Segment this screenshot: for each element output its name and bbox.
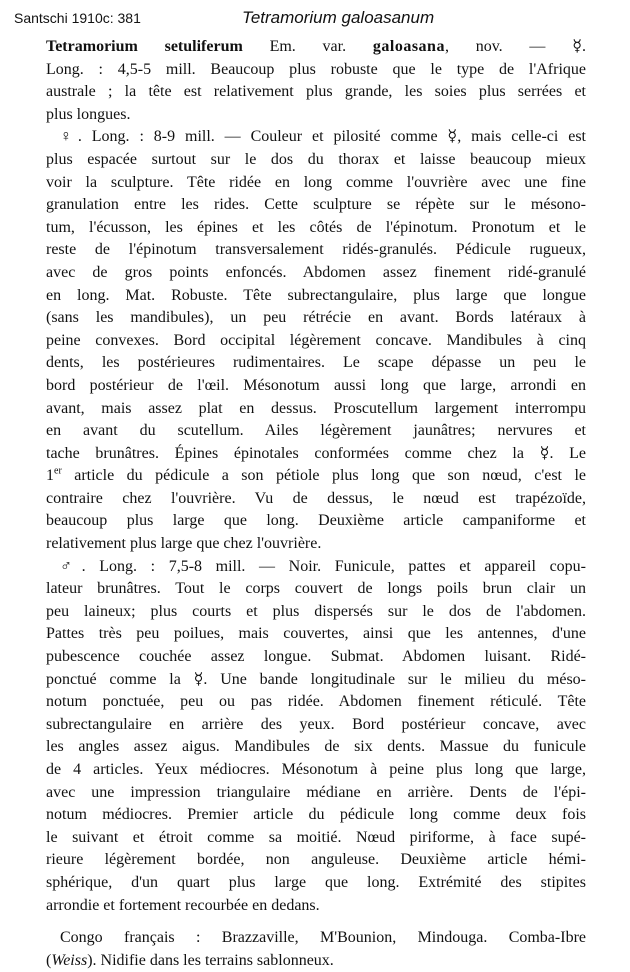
description-text: [46, 36, 586, 972]
text-line: en avant du scutellum. Ailes légèrement jaunâtres; nervures et: [46, 422, 586, 440]
text-line: plus espacée surtout sur le dos du thorax et laisse beaucoup mieux: [46, 150, 586, 168]
locality-line: (Weiss). Nidifie dans les terrains sablonneux.: [46, 951, 334, 969]
text-line: de 4 articles. Yeux médiocres. Mésonotum à peine plus long que large,: [46, 761, 586, 778]
text-line: subrectangulaire en arrière des yeux. Bord postérieur concave, avec: [46, 715, 586, 733]
text-line: bord postérieur de l'œil. Mésonotum aussi long que large, arrondi en: [46, 376, 586, 394]
text-line: beaucoup plus large que long. Deuxième article campaniforme et: [46, 512, 586, 530]
citation: Santschi 1910c: 381: [14, 10, 141, 26]
text-line: relativement plus large que chez l'ouvrière.: [46, 535, 322, 553]
text-line: arrondie et fortement recourbée en dedans.: [46, 896, 320, 914]
text-line: peine convexes. Bord occipital légèrement concave. Mandibules à cinq: [46, 331, 586, 349]
text-line: tum, l'écusson, les épines et les côtés de l'épinotum. Pronotum et le: [46, 218, 586, 236]
taxon-title: Tetramorium galoasanum: [242, 8, 435, 27]
text-line: en long. Mat. Robuste. Tête subrectangulaire, plus large que longue: [46, 286, 586, 304]
text-line: plus longues.: [46, 105, 131, 123]
text-line: contraire chez l'ouvrière. Vu de dessus, le nœud est trapézoïde,: [46, 489, 586, 507]
text-line: tache brunâtres. Épines épinotales conformées comme chez la ☿. Le: [46, 444, 586, 462]
page-header: [14, 8, 614, 32]
text-line: granulation entre les rides. Cette sculpture se répète sur le mésono-: [46, 196, 586, 214]
text-line: les angles assez aigus. Mandibules de six dents. Massue du funicule: [46, 738, 586, 756]
text-line: ponctué comme la ☿. Une bande longitudinale sur le milieu du méso-: [46, 670, 586, 688]
paragraph-gap: [46, 917, 586, 927]
text-line: Long. : 4,5-5 mill. Beaucoup plus robuste que le type de l'Afrique: [46, 60, 586, 78]
text-line: (sans les mandibules), un peu rétrécie en avant. Bords latéraux à: [46, 309, 586, 327]
text-line: Tetramorium setuliferum Em. var. galoasana, nov. — ☿.: [46, 38, 587, 55]
text-line: le suivant et étroit comme sa moitié. Nœud piriforme, à face supé-: [46, 828, 586, 846]
text-line: notum ponctuée, peu ou pas ridée. Abdomen finement réticulé. Tête: [46, 693, 586, 711]
text-line: Pattes très peu poilues, mais couvertes, ainsi que les antennes, d'une: [46, 625, 586, 643]
text-line: peu laineux; plus courts et plus dispersés sur le dos de l'abdomen.: [46, 602, 586, 620]
text-line: avant, mais assez plat en dessus. Proscutellum largement interrompu: [46, 399, 586, 417]
species-name: Tetramorium setuliferum: [46, 38, 243, 55]
variety-name: galoasana: [372, 38, 445, 55]
text-line: dents, les postérieures rudimentaires. Le scape dépasse un peu le: [46, 354, 586, 372]
text-line: ♂. Long. : 7,5-8 mill. — Noir. Funicule, pattes et appareil copu-: [60, 557, 586, 575]
text-line: avec une impression triangulaire médiane en arrière. Dents de l'épi-: [46, 783, 586, 801]
text-line: avec de gros points enfoncés. Abdomen assez finement ridé-granulé: [46, 263, 586, 281]
text-line: australe ; la tête est relativement plus grande, les soies plus serrées et: [46, 83, 586, 101]
text-line: pubescence couchée assez longue. Submat. Abdomen luisant. Ridé-: [46, 648, 586, 666]
text-line: reste de l'épinotum transversalement ridés-granulés. Pédicule rugueux,: [46, 241, 586, 259]
text-line: voir la sculpture. Tête ridée en long comme l'ouvrière avec une fine: [46, 173, 586, 191]
text-line: notum médiocres. Premier article du pédicule long comme deux fois: [46, 806, 586, 824]
text-line: lateur brunâtres. Tout le corps couvert de longs poils brun clair un: [46, 580, 586, 598]
text-line: rieure légèrement bordée, non anguleuse. Deuxième article hémi-: [46, 851, 586, 869]
text-line: 1er article du pédicule a son pétiole plus long que son nœud, c'est le: [46, 465, 586, 485]
text-line: ♀. Long. : 8-9 mill. — Couleur et pilosité comme ☿, mais celle-ci est: [60, 128, 586, 146]
text-line: sphérique, d'un quart plus large que long. Extrémité des stipites: [46, 873, 586, 891]
collector-name: Weiss: [51, 951, 88, 969]
locality-line: Congo français : Brazzaville, M'Bounion, Mindouga. Comba-Ibre: [60, 929, 586, 947]
